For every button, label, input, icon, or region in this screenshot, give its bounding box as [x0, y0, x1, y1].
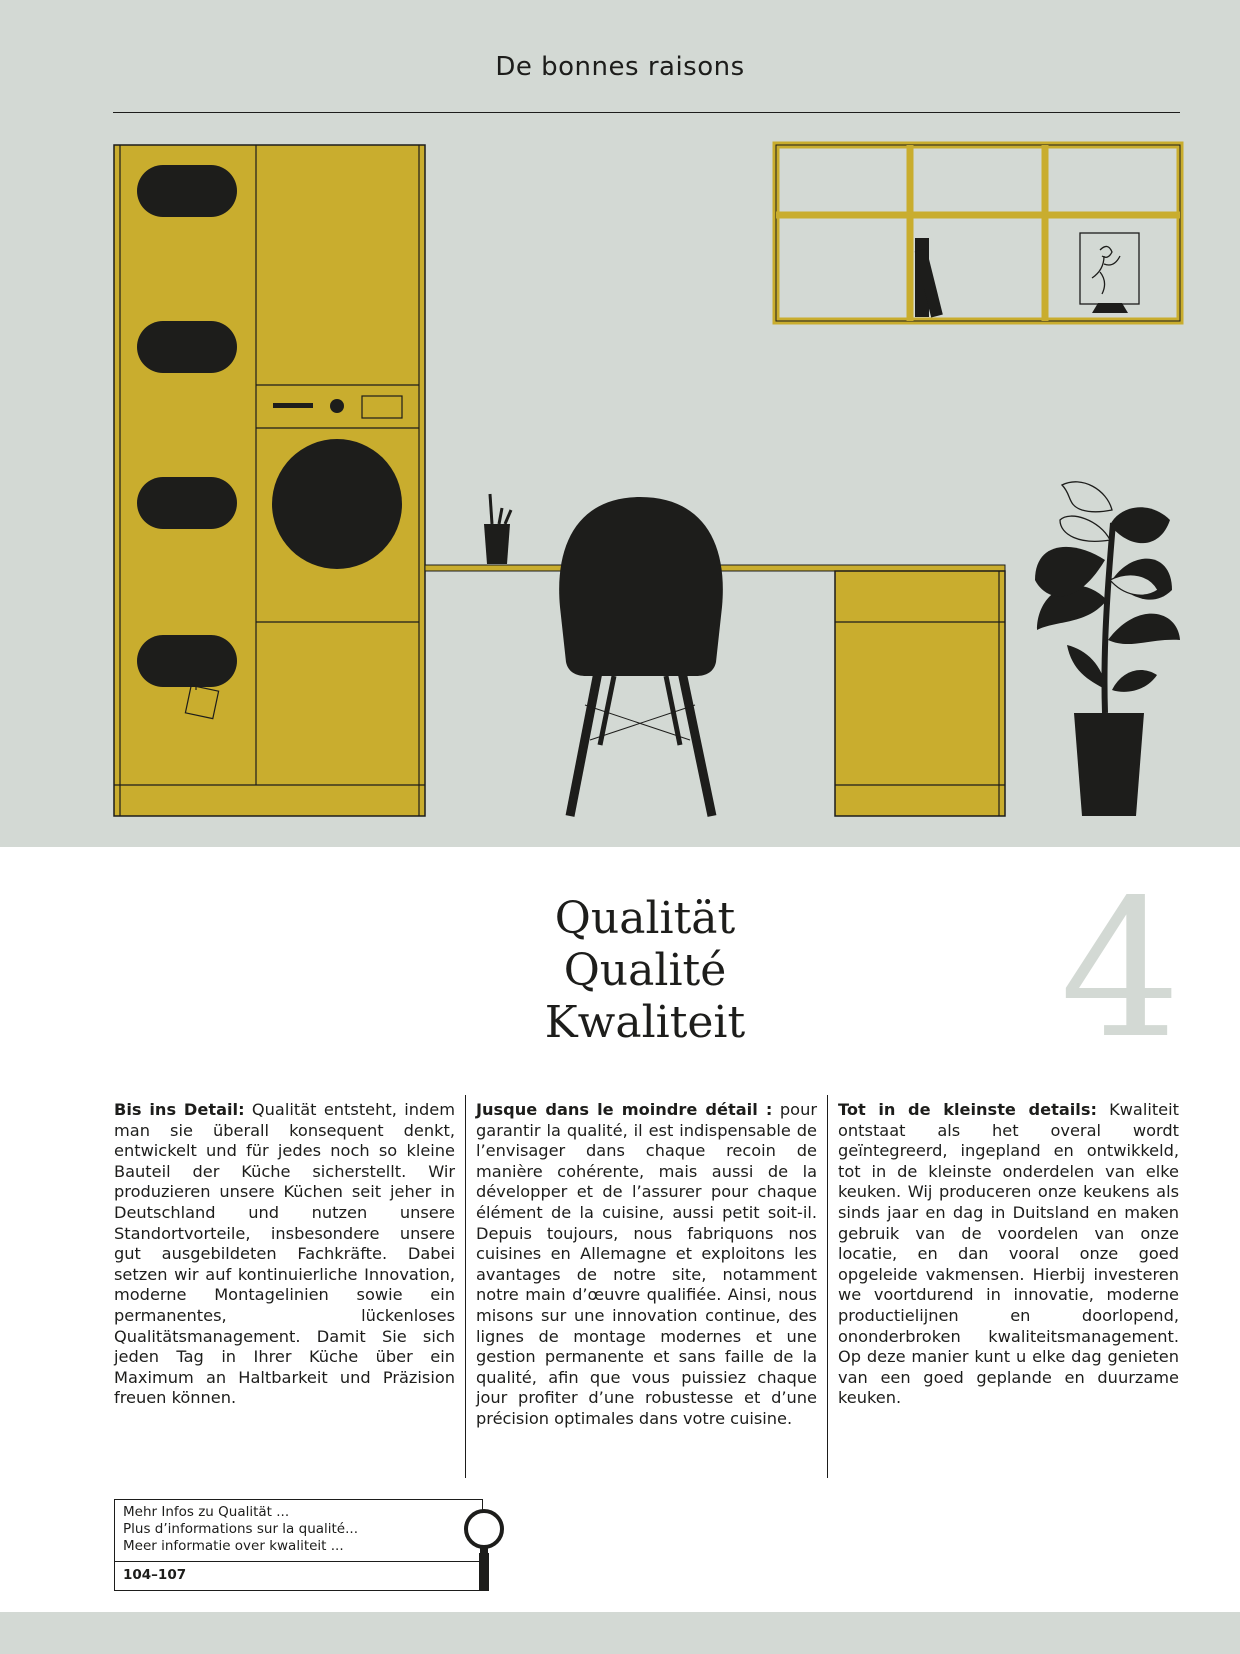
- column-lead-nl: Tot in de kleinste details:: [838, 1100, 1097, 1119]
- page-reference: 104–107: [123, 1567, 187, 1583]
- chair: [559, 497, 723, 816]
- text-column-fr: [476, 1100, 817, 1430]
- section-number: 4: [1060, 859, 1181, 1080]
- heading-line-de: Qualität: [554, 893, 736, 944]
- page-header-title: De bonnes raisons: [495, 52, 745, 82]
- column-divider: [827, 1095, 828, 1478]
- column-divider: [465, 1095, 466, 1478]
- more-info-lines: [123, 1504, 358, 1555]
- more-info-fr: Plus d’informations sur la qualité...: [123, 1521, 358, 1537]
- heading-line-nl: Kwaliteit: [544, 997, 746, 1048]
- more-info-nl: Meer informatie over kwaliteit ...: [123, 1538, 344, 1554]
- footer-band: [0, 1612, 1240, 1654]
- column-lead-de: Bis ins Detail:: [114, 1100, 245, 1119]
- column-body-nl: Kwaliteit ontstaat als het overal wordt geïntegreerd, ingepland en ontwikkeld, tot in de kleinste onderdelen van elke keuken. Wij produceren onze keukens als sinds jaar en dag in Duitsland en maken gebruik van de voordelen van onze locatie, en dan vooral onze goed opgeleide vakmensen. Hierbij investeren we voortdurend in innovatie, moderne productielijnen en doorlopend, ononderbroken kwaliteitsmanagement. Op deze manier kunt u elke dag genieten van een goed geplande en duurzame keuken.: [838, 1100, 1179, 1408]
- more-info-de: Mehr Infos zu Qualität ...: [123, 1504, 290, 1520]
- heading-line-fr: Qualité: [563, 945, 727, 996]
- column-body-fr: pour garantir la qualité, il est indispensable de l’envisager dans chaque recoin de manière cohérente, mais aussi de la développer et de l’assurer pour chaque élément de la cuisine, aussi petit soit-il. Depuis toujours, nous fabriquons nos cuisines en Allemagne et exploitons les avantages de notre site, notamment notre main d’œuvre qualifiée. Ainsi, nous misons sur une innovation continue, des lignes de montage modernes et une gestion permanente et sans faille de la qualité, afin que vous puissiez chaque jour profiter d’une robustesse et d’une précision optimales dans votre cuisine.: [476, 1100, 817, 1428]
- column-body-de: Qualität entsteht, indem man sie überall konsequent denkt, entwickelt und für jedes noch so kleine Bauteil der Küche sicherstellt. Wir produzieren unsere Küchen seit jeher in Deutschland und nutzen unsere Standortvorteile, insbesondere unsere gut ausgebildeten Fachkräfte. Dabei setzen wir auf kontinuierliche Innovation, moderne Montagelinien sowie ein permanentes, lückenloses Qualitätsmanagement. Damit Sie sich jeden Tag in Ihrer Küche über ein Maximum an Haltbarkeit und Präzision freuen können.: [114, 1100, 455, 1408]
- info-separator: [115, 1561, 482, 1562]
- column-lead-fr: Jusque dans le moindre détail :: [476, 1100, 773, 1119]
- tall-cabinet: [114, 145, 425, 816]
- magnifier-icon: [460, 1505, 510, 1595]
- section-heading: [440, 893, 850, 1049]
- wall-shelf: [776, 145, 1180, 321]
- text-column-nl: [838, 1100, 1179, 1409]
- more-info-box: [114, 1499, 483, 1591]
- text-column-de: [114, 1100, 455, 1409]
- potted-plant: [1035, 482, 1180, 816]
